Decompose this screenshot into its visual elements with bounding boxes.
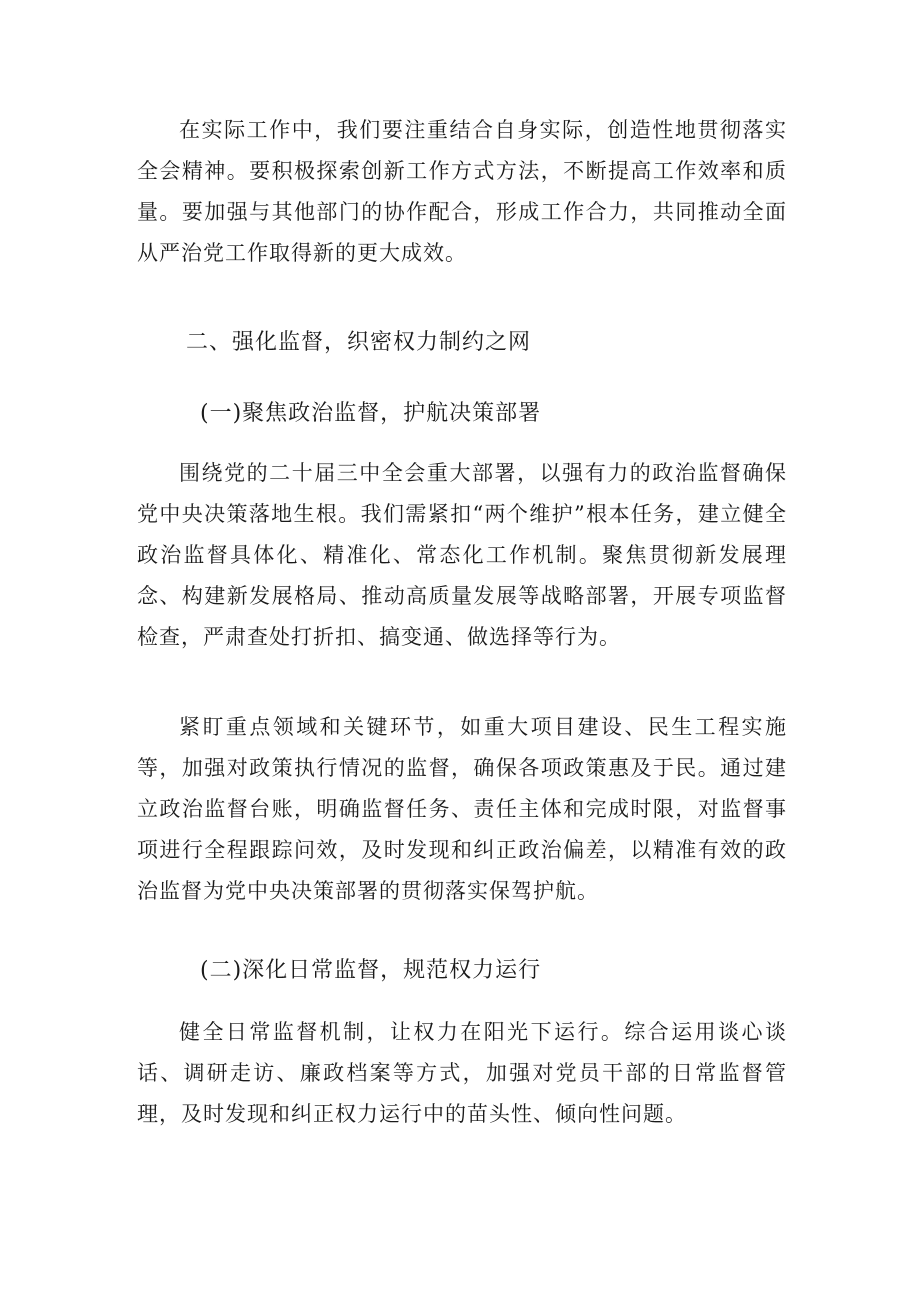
intro-paragraph: 在实际工作中，我们要注重结合自身实际，创造性地贯彻落实全会精神。要积极探索创新工作方式方法，不断提高工作效率和质量。要加强与其他部门的协作配合，形成工作合力，共同推动全面从严治党工作取得新的更大成效。 (137, 118, 787, 265)
section-heading: 二、强化监督，织密权力制约之网 (186, 330, 532, 355)
subsection-1-paragraph-2: 紧盯重点领域和关键环节，如重大项目建设、民生工程实施等，加强对政策执行情况的监督，确保各项政策惠及于民。通过建立政治监督台账，明确监督任务、责任主体和完成时限，对监督事项进行全程跟踪问效，及时发现和纠正政治偏差，以精准有效的政治监督为党中央决策部署的贯彻落实保驾护航。 (137, 715, 787, 903)
subsection-heading-1: (一)聚焦政治监督，护航决策部署 (200, 401, 542, 426)
subsection-1-paragraph-1: 围绕党的二十届三中全会重大部署，以强有力的政治监督确保党中央决策落地生根。我们需紧扣“两个维护”根本任务，建立健全政治监督具体化、精准化、常态化工作机制。聚焦贯彻新发展理念、构建新发展格局、推动高质量发展等战略部署，开展专项监督检查，严肃查处打折扣、搞变通、做选择等行为。 (137, 461, 787, 649)
subsection-heading-2: (二)深化日常监督，规范权力运行 (200, 958, 542, 983)
subsection-2-paragraph-1: 健全日常监督机制，让权力在阳光下运行。综合运用谈心谈话、调研走访、廉政档案等方式，加强对党员干部的日常监督管理，及时发现和纠正权力运行中的苗头性、倾向性问题。 (137, 1020, 787, 1126)
